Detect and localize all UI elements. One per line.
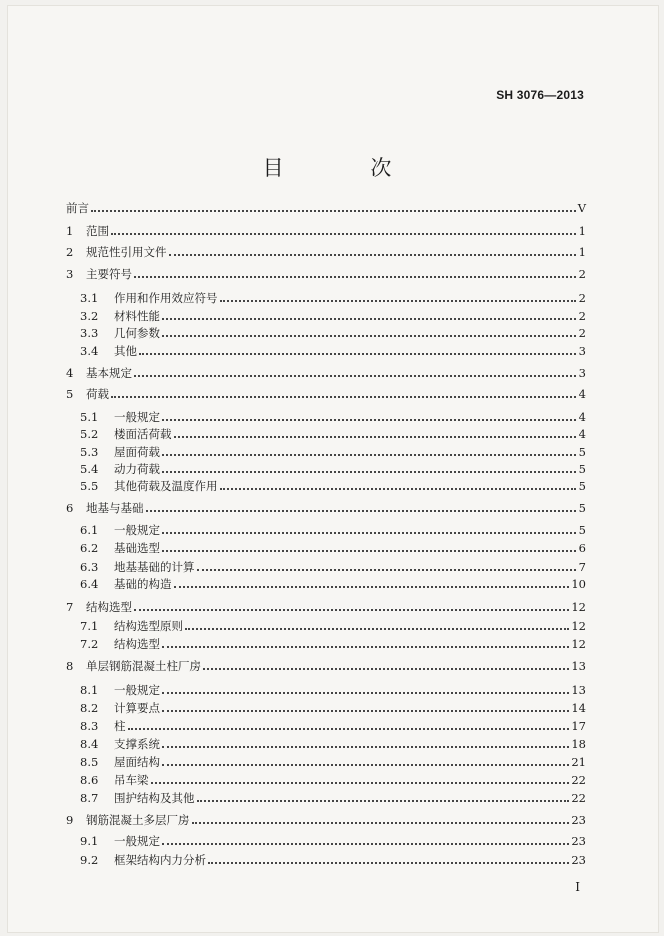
toc-entry[interactable] — [66, 497, 586, 515]
toc-entry-page: 12 — [571, 637, 586, 651]
toc-entry-title: 计算要点 — [114, 701, 160, 715]
toc-dot-leader — [162, 317, 576, 320]
toc-entry-title: 屋面荷载 — [114, 445, 160, 459]
toc-dot-leader — [162, 691, 569, 694]
toc-entry-number: 6.1 — [80, 523, 99, 537]
toc-dot-leader — [111, 232, 576, 235]
toc-entry-page: 5 — [578, 445, 586, 459]
toc-entry-number: 3.4 — [80, 344, 99, 358]
toc-entry-title: 结构选型 — [86, 600, 132, 614]
toc-dot-leader — [134, 374, 576, 377]
toc-entry-page: 12 — [571, 600, 586, 614]
toc-entry-number: 1 — [66, 224, 74, 238]
toc-entry-page: 4 — [578, 410, 586, 424]
toc-entry-page: 22 — [571, 773, 586, 787]
toc-entry-page: 21 — [571, 755, 586, 769]
toc-entry-title: 支撑系统 — [114, 737, 160, 751]
toc-entry[interactable] — [66, 197, 586, 215]
toc-entry[interactable] — [80, 406, 586, 424]
toc-entry-number: 5.3 — [80, 445, 99, 459]
toc-entry-number: 5 — [66, 387, 74, 401]
toc-entry-page: 2 — [578, 309, 586, 323]
toc-entry-page: 4 — [578, 427, 586, 441]
toc-entry-title: 基础选型 — [114, 541, 160, 555]
toc-entry-number: 8.4 — [80, 737, 99, 751]
document-page — [8, 6, 658, 932]
toc-entry[interactable] — [66, 362, 586, 380]
toc-entry[interactable] — [66, 220, 586, 238]
toc-entry-number: 5.4 — [80, 462, 99, 476]
toc-entry[interactable] — [66, 383, 586, 401]
toc-entry-number: 9.2 — [80, 853, 99, 867]
toc-dot-leader — [162, 645, 569, 648]
toc-dot-leader — [185, 627, 569, 630]
toc-dot-leader — [220, 299, 577, 302]
toc-dot-leader — [128, 727, 570, 730]
toc-entry[interactable] — [80, 830, 586, 848]
toc-entry-title: 结构选型原则 — [114, 619, 183, 633]
toc-dot-leader — [162, 453, 576, 456]
toc-entry-title: 动力荷载 — [114, 462, 160, 476]
toc-entry[interactable] — [66, 596, 586, 614]
toc-dot-leader — [162, 334, 576, 337]
toc-dot-leader — [162, 745, 569, 748]
toc-entry-title: 框架结构内力分析 — [114, 853, 206, 867]
toc-entry[interactable] — [80, 475, 586, 493]
toc-entry-page: 3 — [578, 344, 586, 358]
toc-dot-leader — [162, 763, 569, 766]
toc-entry-number: 5.5 — [80, 479, 99, 493]
toc-entry[interactable] — [80, 537, 586, 555]
toc-entry-page: 5 — [578, 462, 586, 476]
toc-entry-page: 2 — [578, 267, 586, 281]
toc-dot-leader — [208, 861, 569, 864]
toc-entry-page: 3 — [578, 366, 586, 380]
toc-dot-leader — [151, 781, 570, 784]
toc-entry-number: 2 — [66, 245, 74, 259]
toc-entry-title: 主要符号 — [86, 267, 132, 281]
toc-entry-page: 10 — [571, 577, 586, 591]
toc-entry[interactable] — [80, 849, 586, 867]
toc-dot-leader — [197, 568, 577, 571]
toc-dot-leader — [111, 395, 576, 398]
toc-entry-page: 7 — [578, 560, 586, 574]
toc-entry-title: 地基基础的计算 — [114, 560, 195, 574]
toc-entry-title: 几何参数 — [114, 326, 160, 340]
toc-entry[interactable] — [80, 423, 586, 441]
toc-dot-leader — [134, 275, 576, 278]
toc-entry-title: 单层钢筋混凝土柱厂房 — [86, 659, 201, 673]
toc-entry[interactable] — [80, 556, 586, 574]
toc-entry-page: 13 — [571, 683, 586, 697]
toc-dot-leader — [162, 549, 576, 552]
toc-entry-page: 1 — [578, 245, 586, 259]
toc-entry[interactable] — [80, 287, 586, 305]
toc-entry-number: 3.2 — [80, 309, 99, 323]
toc-entry[interactable] — [80, 633, 586, 651]
toc-entry-number: 5.2 — [80, 427, 99, 441]
toc-dot-leader — [162, 842, 569, 845]
toc-entry-title: 吊车梁 — [114, 773, 149, 787]
toc-entry-title: 一般规定 — [114, 834, 160, 848]
toc-entry-number: 8.3 — [80, 719, 99, 733]
toc-entry[interactable] — [80, 787, 586, 805]
toc-entry-page: 1 — [578, 224, 586, 238]
toc-entry-page: 6 — [578, 541, 586, 555]
toc-entry[interactable] — [80, 615, 586, 633]
toc-dot-leader — [162, 470, 576, 473]
toc-entry-number: 8.6 — [80, 773, 99, 787]
toc-entry-title: 其他 — [114, 344, 137, 358]
toc-entry-title: 基础的构造 — [114, 577, 172, 591]
toc-entry-page: 17 — [571, 719, 586, 733]
toc-dot-leader — [174, 585, 570, 588]
toc-entry-number: 7.1 — [80, 619, 99, 633]
toc-entry-number: 6.3 — [80, 560, 99, 574]
toc-entry-page: 5 — [578, 479, 586, 493]
toc-entry[interactable] — [80, 697, 586, 715]
toc-entry-title: 结构选型 — [114, 637, 160, 651]
toc-entry-page: 5 — [578, 501, 586, 515]
toc-entry-number: 9.1 — [80, 834, 99, 848]
toc-entry-title: 柱 — [114, 719, 126, 733]
toc-dot-leader — [91, 209, 576, 212]
toc-entry-title: 作用和作用效应符号 — [114, 291, 218, 305]
toc-entry-title: 围护结构及其他 — [114, 791, 195, 805]
toc-entry-title: 屋面结构 — [114, 755, 160, 769]
toc-entry[interactable] — [80, 519, 586, 537]
toc-entry-page: 5 — [578, 523, 586, 537]
toc-entry-number: 7 — [66, 600, 74, 614]
toc-entry-page: V — [577, 201, 586, 215]
toc-entry-title: 钢筋混凝土多层厂房 — [86, 813, 190, 827]
toc-entry-number: 3.3 — [80, 326, 99, 340]
toc-entry[interactable] — [80, 733, 586, 751]
toc-entry[interactable] — [80, 751, 586, 769]
toc-entry-number: 9 — [66, 813, 74, 827]
toc-entry-number: 8.7 — [80, 791, 99, 805]
toc-entry-number: 8.2 — [80, 701, 99, 715]
toc-entry[interactable] — [80, 458, 586, 476]
toc-dot-leader — [146, 509, 577, 512]
toc-entry-number: 6.2 — [80, 541, 99, 555]
toc-entry-number: 3 — [66, 267, 74, 281]
toc-entry[interactable] — [80, 340, 586, 358]
toc-entry-page: 18 — [571, 737, 586, 751]
toc-entry-number: 4 — [66, 366, 74, 380]
toc-entry-title: 前言 — [66, 201, 89, 215]
toc-dot-leader — [169, 253, 577, 256]
toc-entry-page: 22 — [571, 791, 586, 805]
toc-entry-number: 8.1 — [80, 683, 99, 697]
toc-entry-page: 2 — [578, 291, 586, 305]
toc-entry-page: 14 — [571, 701, 586, 715]
toc-dot-leader — [162, 531, 576, 534]
toc-entry[interactable] — [80, 573, 586, 591]
toc-dot-leader — [203, 667, 569, 670]
toc-entry-title: 一般规定 — [114, 410, 160, 424]
toc-entry[interactable] — [66, 655, 586, 673]
toc-entry-number: 7.2 — [80, 637, 99, 651]
toc-dot-leader — [174, 435, 577, 438]
toc-entry-title: 范围 — [86, 224, 109, 238]
toc-entry-number: 8 — [66, 659, 74, 673]
page-number: I — [575, 880, 580, 894]
toc-entry-number: 5.1 — [80, 410, 99, 424]
toc-entry-page: 4 — [578, 387, 586, 401]
toc-entry[interactable] — [66, 809, 586, 827]
toc-entry-title: 地基与基础 — [86, 501, 144, 515]
toc-entry-page: 12 — [571, 619, 586, 633]
toc-entry[interactable] — [80, 305, 586, 323]
toc-entry-title: 一般规定 — [114, 523, 160, 537]
toc-entry-number: 6.4 — [80, 577, 99, 591]
toc-entry-title: 一般规定 — [114, 683, 160, 697]
toc-entry-page: 23 — [571, 813, 586, 827]
toc-entry-title: 材料性能 — [114, 309, 160, 323]
toc-dot-leader — [162, 418, 576, 421]
toc-entry[interactable] — [80, 322, 586, 340]
toc-entry[interactable] — [66, 263, 586, 281]
toc-dot-leader — [162, 709, 569, 712]
toc-entry-page: 23 — [571, 853, 586, 867]
toc-entry-title: 荷载 — [86, 387, 109, 401]
toc-entry[interactable] — [66, 241, 586, 259]
toc-dot-leader — [220, 487, 577, 490]
toc-entry[interactable] — [80, 769, 586, 787]
toc-entry-number: 3.1 — [80, 291, 99, 305]
toc-entry-page: 23 — [571, 834, 586, 848]
page-title: 目 次 — [262, 156, 432, 180]
toc-entry[interactable] — [80, 441, 586, 459]
toc-dot-leader — [197, 799, 570, 802]
toc-dot-leader — [139, 352, 576, 355]
toc-entry[interactable] — [80, 715, 586, 733]
toc-entry-title: 楼面活荷载 — [114, 427, 172, 441]
toc-entry-number: 6 — [66, 501, 74, 515]
toc-dot-leader — [134, 608, 569, 611]
toc-entry-page: 13 — [571, 659, 586, 673]
toc-entry[interactable] — [80, 679, 586, 697]
toc-entry-title: 规范性引用文件 — [86, 245, 167, 259]
toc-entry-title: 其他荷载及温度作用 — [114, 479, 218, 493]
toc-entry-page: 2 — [578, 326, 586, 340]
toc-entry-number: 8.5 — [80, 755, 99, 769]
toc-entry-title: 基本规定 — [86, 366, 132, 380]
standard-code: SH 3076—2013 — [496, 88, 584, 102]
toc-dot-leader — [192, 821, 570, 824]
